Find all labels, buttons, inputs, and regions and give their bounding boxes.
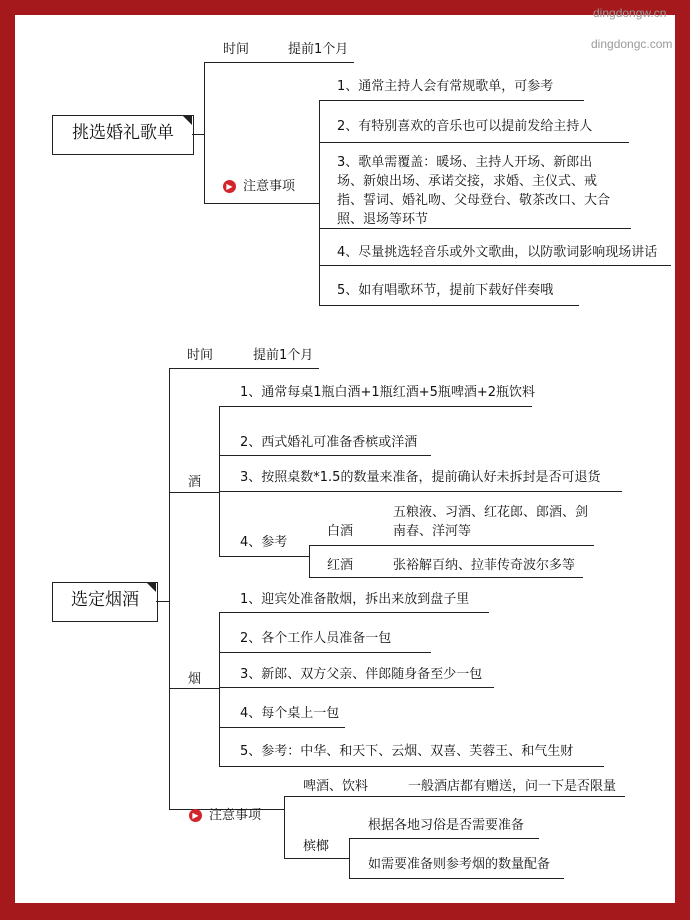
s2-notes-label: 注意事项 — [209, 808, 262, 823]
connector — [284, 796, 285, 858]
topic-fold-corner — [147, 583, 156, 592]
connector — [309, 577, 583, 578]
connector — [219, 687, 494, 688]
s2-time-label: 时间 — [187, 348, 214, 363]
connector — [319, 305, 579, 306]
s1-notes-label: 注意事项 — [243, 179, 296, 194]
s1-note-5: 5、如有唱歌环节，提前下载好伴奏哦 — [337, 283, 554, 298]
mindmap-canvas — [15, 6, 675, 903]
s1-note-3: 3、歌单需覆盖：暖场、主持人开场、新郎出场、新娘出场、承诺交接，求婚、主仪式、戒指、誓词、婚礼吻、父母登台、敬茶改口、大合照、退场等环节 — [337, 155, 611, 227]
s1-time-label: 时间 — [223, 42, 250, 57]
connector — [156, 601, 169, 602]
betel-item-1: 根据各地习俗是否需要准备 — [368, 818, 525, 833]
topic-tobacco-alcohol[interactable] — [52, 582, 158, 622]
connector — [169, 368, 170, 809]
connector — [219, 766, 604, 767]
s1-time-value: 提前1个月 — [288, 42, 349, 57]
tobacco-item-5: 5、参考：中华、和天下、云烟、双喜、芙蓉王、和气生财 — [240, 744, 574, 759]
s1-note-1: 1、通常主持人会有常规歌单，可参考 — [337, 79, 554, 94]
alcohol-reference-label: 4、参考 — [240, 535, 288, 550]
connector — [169, 492, 219, 493]
baijiu-value: 五粮液、习酒、红花郎、郎酒、剑南春、洋河等 — [393, 505, 589, 539]
alcohol-item-1: 1、通常每桌1瓶白酒+1瓶红酒+5瓶啤酒+2瓶饮料 — [240, 385, 536, 400]
baijiu-label: 白酒 — [327, 524, 354, 539]
connector — [219, 652, 431, 653]
topic-tobacco-alcohol-label: 选定烟酒 — [71, 590, 139, 610]
s1-note-2: 2、有特别喜欢的音乐也可以提前发给主持人 — [337, 119, 593, 134]
alcohol-label: 酒 — [188, 475, 202, 490]
connector — [319, 100, 584, 101]
topic-fold-corner — [183, 116, 192, 125]
connector — [219, 406, 220, 556]
connector — [284, 858, 349, 859]
connector — [192, 134, 204, 135]
tobacco-item-1: 1、迎宾处准备散烟，拆出来放到盘子里 — [240, 592, 470, 607]
topic-song-list[interactable] — [52, 115, 194, 155]
connector — [349, 838, 350, 878]
s1-note-4: 4、尽量挑选轻音乐或外文歌曲，以防歌词影响现场讲话 — [337, 245, 658, 260]
connector — [349, 838, 539, 839]
connector — [219, 727, 345, 728]
connector — [204, 62, 205, 203]
s2-time-value: 提前1个月 — [253, 348, 314, 363]
alcohol-item-2: 2、西式婚礼可准备香槟或洋酒 — [240, 435, 418, 450]
connector — [219, 556, 309, 557]
alcohol-item-3: 3、按照桌数*1.5的数量来准备，提前确认好未拆封是否可退货 — [240, 470, 601, 485]
connector — [219, 612, 220, 766]
tobacco-item-4: 4、每个桌上一包 — [240, 706, 340, 721]
hongjiu-value: 张裕解百纳、拉菲传奇波尔多等 — [393, 558, 576, 573]
flag-icon: ▶ — [223, 180, 236, 193]
watermark-second: dingdongc.com — [591, 37, 673, 51]
beer-value: 一般酒店都有赠送，问一下是否限量 — [408, 779, 617, 794]
watermark-top: dingdongw.cn — [593, 6, 667, 20]
flag-icon: ▶ — [189, 809, 202, 822]
connector — [219, 406, 532, 407]
betel-label: 槟榔 — [303, 839, 330, 854]
connector — [349, 878, 564, 879]
connector — [309, 545, 594, 546]
connector — [219, 491, 622, 492]
hongjiu-label: 红酒 — [327, 558, 354, 573]
connector — [319, 100, 320, 305]
connector — [319, 265, 671, 266]
connector — [204, 62, 354, 63]
tobacco-item-2: 2、各个工作人员准备一包 — [240, 631, 392, 646]
tobacco-label: 烟 — [188, 672, 202, 687]
connector — [204, 203, 319, 204]
tobacco-item-3: 3、新郎、双方父亲、伴郎随身备至少一包 — [240, 667, 483, 682]
connector — [169, 368, 319, 369]
connector — [284, 796, 625, 797]
connector — [219, 455, 431, 456]
beer-label: 啤酒、饮料 — [303, 779, 369, 794]
connector — [309, 545, 310, 577]
connector — [319, 142, 629, 143]
connector — [219, 612, 489, 613]
topic-song-list-label: 挑选婚礼歌单 — [72, 123, 174, 143]
betel-item-2: 如需要准备则参考烟的数量配备 — [368, 857, 551, 872]
